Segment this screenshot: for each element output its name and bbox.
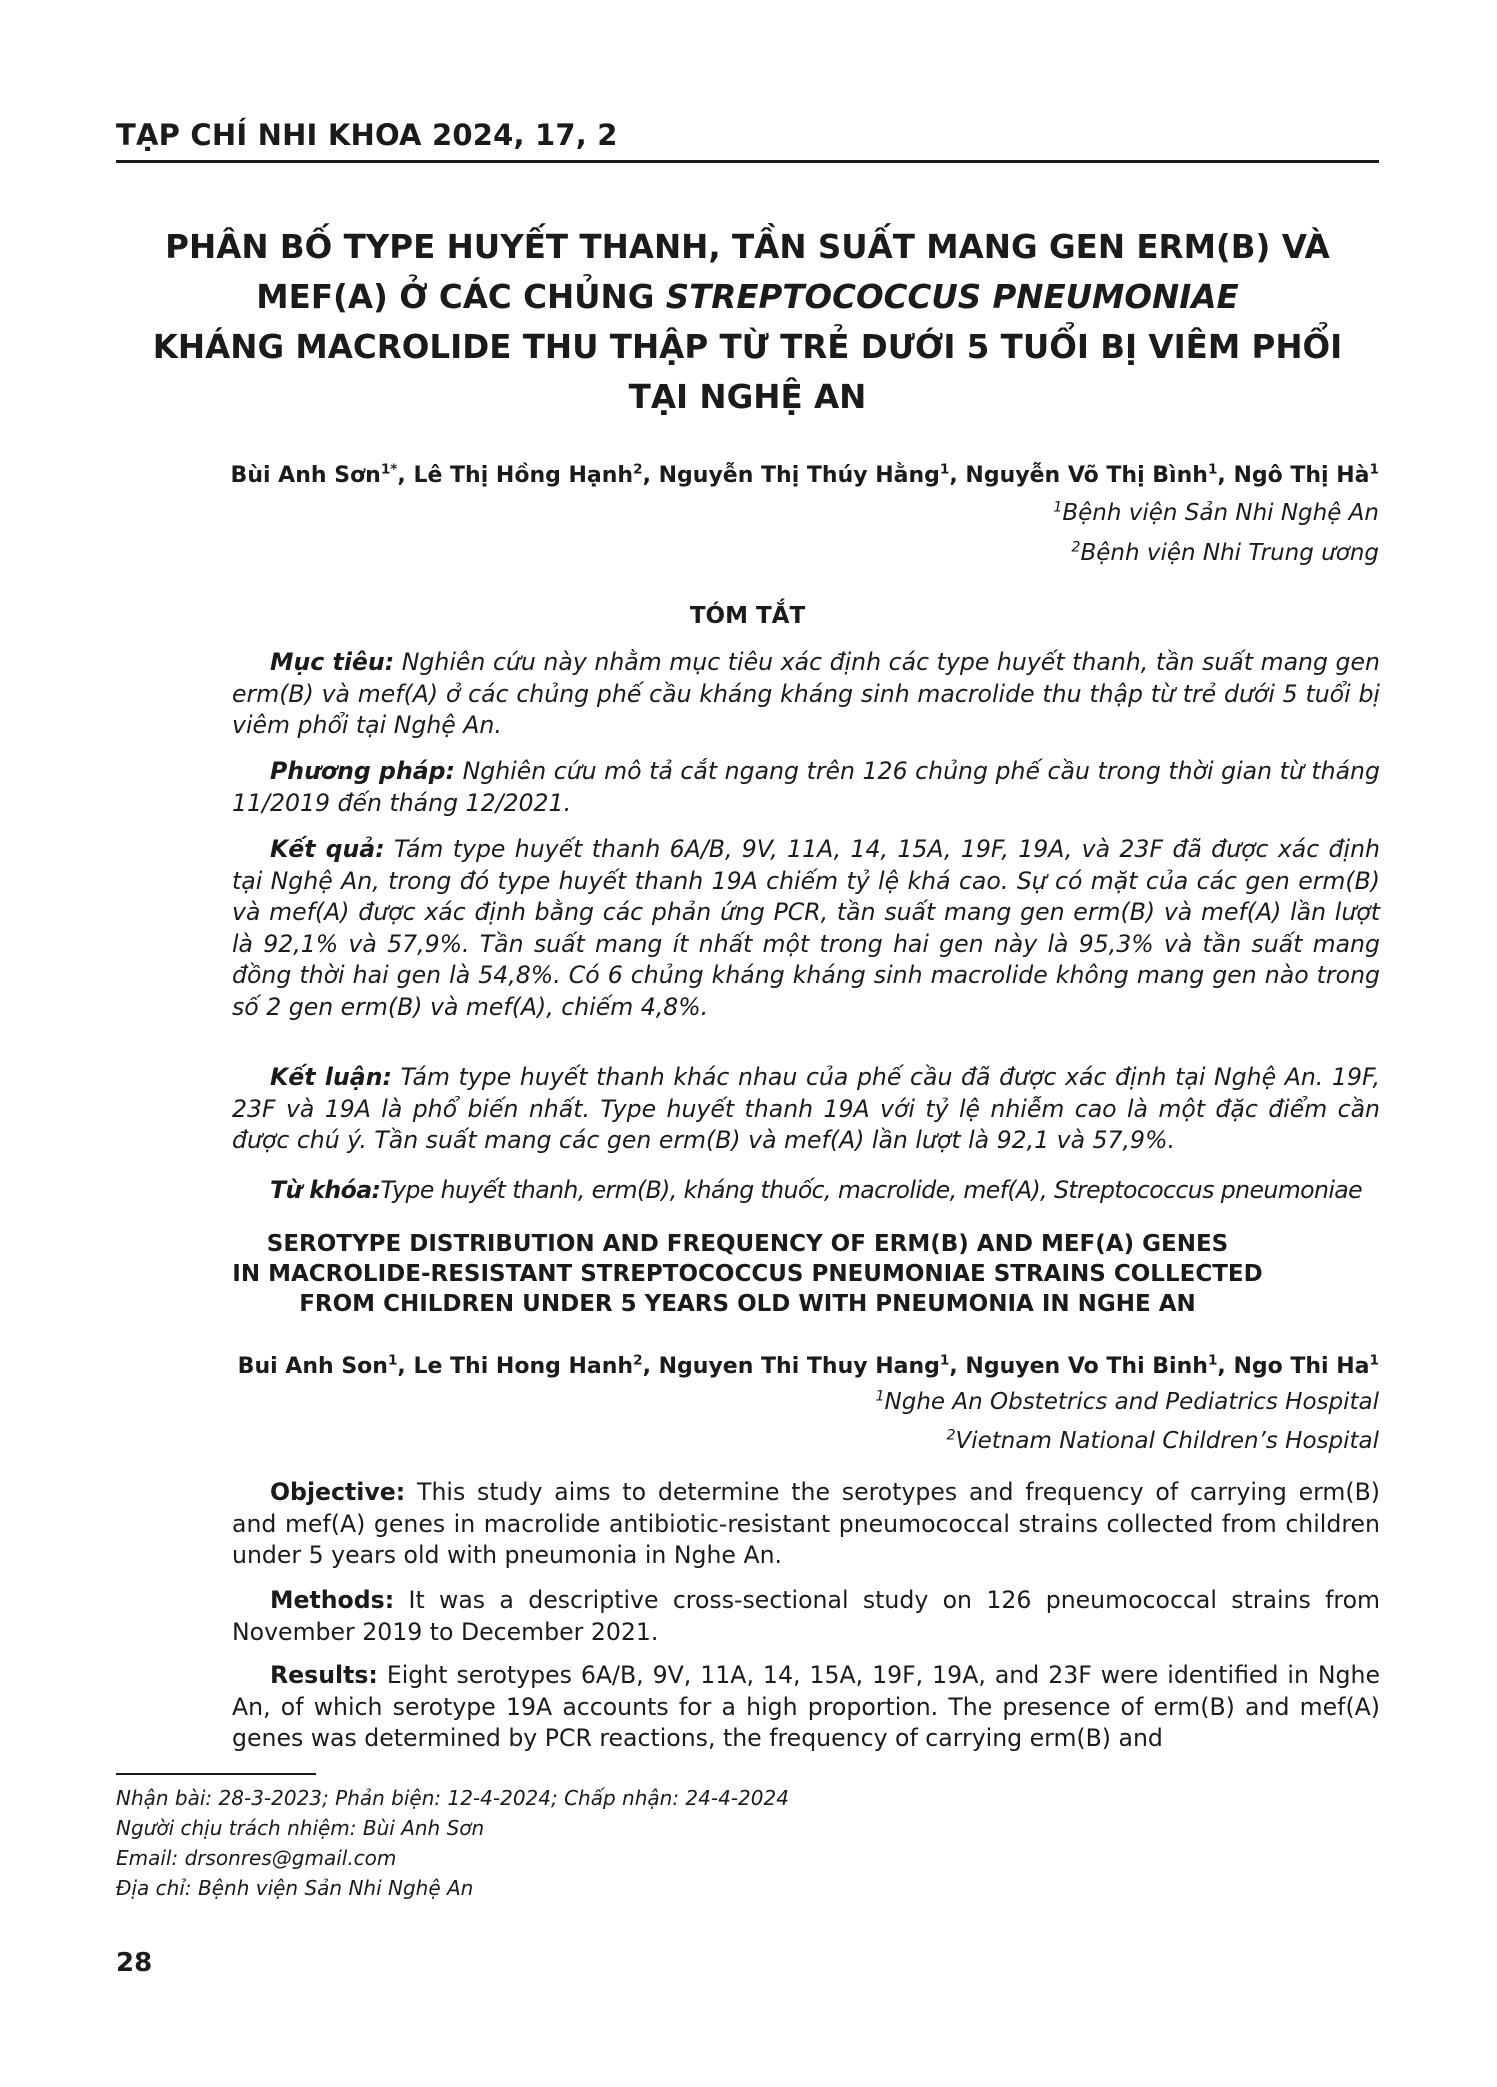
title-line-1: PHÂN BỐ TYPE HUYẾT THANH, TẦN SUẤT MANG GEN ERM(B) VÀ xyxy=(165,228,1330,266)
title-line-3: KHÁNG MACROLIDE THU THẬP TỪ TRẺ DƯỚI 5 TUỔI BỊ VIÊM PHỔI xyxy=(152,328,1343,366)
en-title-line-1: SEROTYPE DISTRIBUTION AND FREQUENCY OF ERM(B) AND MEF(A) GENES xyxy=(266,1231,1229,1257)
abstract-vi-methods: Phương pháp: Nghiên cứu mô tả cắt ngang trên 126 chủng phế cầu trong thời gian từ tháng 11/2019 đến tháng 12/2021. xyxy=(232,757,1380,817)
footnote-received: Nhận bài: 28-3-2023; Phản biện: 12-4-2024; Chấp nhận: 24-4-2024 xyxy=(116,1786,789,1810)
author-list-en xyxy=(238,1354,1379,1379)
footnotes xyxy=(116,1783,789,1903)
en-title-line-2: IN MACROLIDE-RESISTANT STREPTOCOCCUS PNEUMONIAE STRAINS COLLECTED xyxy=(232,1261,1263,1287)
article-title-vi xyxy=(116,222,1379,422)
title-line-4: TẠI NGHỆ AN xyxy=(628,378,867,416)
footnote-email: Email: drsonres@gmail.com xyxy=(116,1846,397,1870)
author-list-vi xyxy=(231,463,1379,488)
affiliation-en-1: $^1$Nghe An Obstetrics and Pediatrics Hospital xyxy=(875,1388,1379,1415)
en-author: Bui Anh Son$^1$, xyxy=(237,1352,414,1379)
header-rule xyxy=(116,160,1379,163)
title-line-2: MEF(A) Ở CÁC CHỦNG STREPTOCOCCUS PNEUMONIAE xyxy=(256,278,1239,316)
en-author: Le Thi Hong Hanh$^2$, xyxy=(413,1352,659,1379)
vi-author: Nguyễn Võ Thị Bình$^1$, xyxy=(965,461,1234,488)
footnote-responsible: Người chịu trách nhiệm: Bùi Anh Sơn xyxy=(116,1816,485,1840)
page-number: 28 xyxy=(116,1948,153,1978)
en-title-line-3: FROM CHILDREN UNDER 5 YEARS OLD WITH PNEUMONIA IN NGHE AN xyxy=(299,1291,1196,1317)
vi-author: Nguyễn Thị Thúy Hằng$^1$, xyxy=(658,461,966,488)
abstract-en-methods: Methods: It was a descriptive cross-sectional study on 126 pneumococcal strains from November 2019 to December 2021. xyxy=(232,1586,1380,1646)
abstract-vi-results: Kết quả: Tám type huyết thanh 6A/B, 9V, 11A, 14, 15A, 19F, 19A, và 23F đã được xác định tại Nghệ An, trong đó type huyết thanh 19A chiếm tỷ lệ khá cao. Sự có mặt của các gen erm(B) và mef(A) được xác định bằng các phản ứng PCR, tần suất mang gen erm(B) và mef(A) lần lượt là 92,1% và 57,9%. Tần suất mang ít nhất một trong hai gen này là 95,3% và tần suất mang đồng thời hai gen là 54,8%. Có 6 chủng kháng kháng sinh macrolide không mang gen nào trong số 2 gen erm(B) và mef(A), chiếm 4,8%. xyxy=(232,835,1380,1021)
abstract-vi-conclusion: Kết luận: Tám type huyết thanh khác nhau của phế cầu đã được xác định tại Nghệ An. 19F, 23F và 19A là phổ biến nhất. Type huyết thanh 19A với tỷ lệ nhiễm cao là một đặc điểm cần được chú ý. Tần suất mang các gen erm(B) và mef(A) lần lượt là 92,1 và 57,9%. xyxy=(232,1063,1380,1154)
footnote-rule xyxy=(116,1773,316,1775)
article-title-en xyxy=(116,1229,1379,1319)
en-author: Nguyen Vo Thi Binh$^1$, xyxy=(965,1352,1234,1379)
vi-author: Bùi Anh Sơn$^{1*}$, xyxy=(230,461,414,488)
abstract-vi-objective: Mục tiêu: Nghiên cứu này nhằm mục tiêu xác định các type huyết thanh, tần suất mang gen erm(B) và mef(A) ở các chủng phế cầu kháng kháng sinh macrolide thu thập từ trẻ dưới 5 tuổi bị viêm phổi tại Nghệ An. xyxy=(232,648,1381,739)
title-species: STREPTOCOCCUS PNEUMONIAE xyxy=(665,278,1239,316)
abstract-heading-vi: TÓM TẮT xyxy=(689,603,806,629)
en-author: Nguyen Thi Thuy Hang$^1$, xyxy=(658,1352,966,1379)
affiliation-vi-1: $^1$Bệnh viện Sản Nhi Nghệ An xyxy=(1053,499,1379,526)
en-author: Ngo Thi Ha$^1$ xyxy=(1233,1352,1379,1379)
vi-author: Ngô Thị $Hà^1$ xyxy=(1233,461,1379,488)
keywords-vi: Từ khóa:Type huyết thanh, erm(B), kháng thuốc, macrolide, mef(A), Streptococcus pneumoniae xyxy=(270,1176,1363,1204)
vi-author: Lê Thị Hồng Hạnh$^2$, xyxy=(413,461,659,488)
affiliation-vi-2: $^2$Bệnh viện Nhi Trung ương xyxy=(1071,539,1379,566)
affiliation-en-2: $^2$Vietnam National Children’s Hospital xyxy=(946,1427,1379,1454)
journal-header: TẠP CHÍ NHI KHOA 2024, 17, 2 xyxy=(116,118,618,152)
footnote-address: Địa chỉ: Bệnh viện Sản Nhi Nghệ An xyxy=(116,1876,474,1900)
abstract-en-objective: Objective: This study aims to determine the serotypes and frequency of carrying erm(B) and mef(A) genes in macrolide antibiotic-resistant pneumococcal strains collected from children under 5 years old with pneumonia in Nghe An. xyxy=(232,1478,1380,1569)
abstract-en-results: Results: Eight serotypes 6A/B, 9V, 11A, 14, 15A, 19F, 19A, and 23F were identified in Nghe An, of which serotype 19A accounts for a high proportion. The presence of erm(B) and mef(A) genes was determined by PCR reactions, the frequency of carrying erm(B) and xyxy=(232,1661,1380,1752)
